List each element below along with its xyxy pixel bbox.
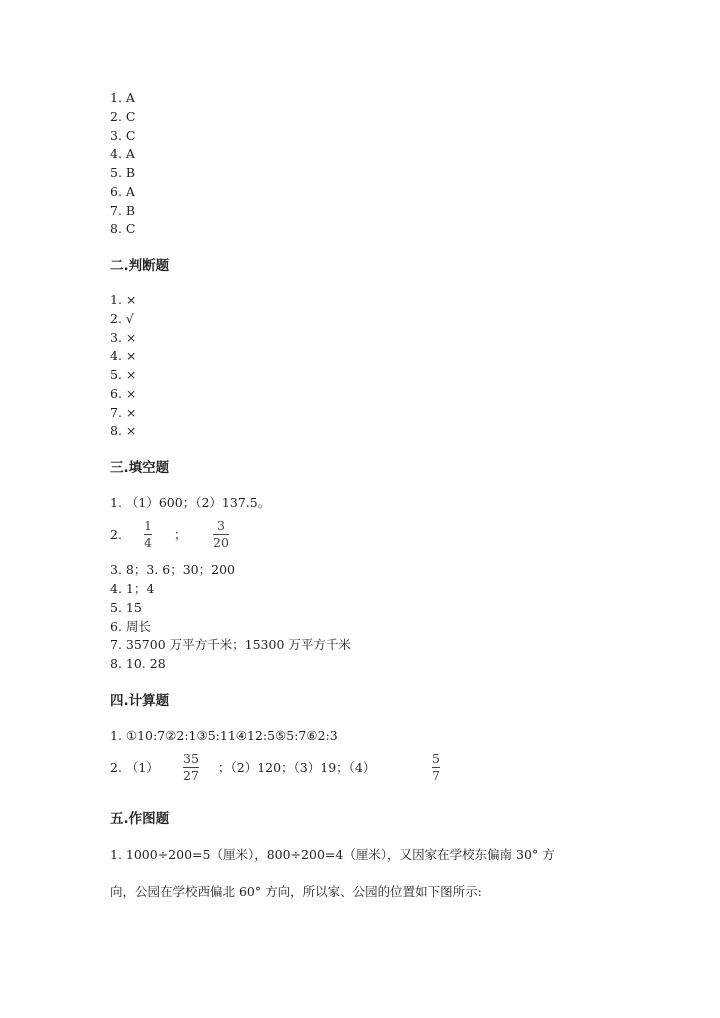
section1-answer-1: 1. A <box>110 90 135 105</box>
fraction-denominator: 7 <box>432 768 440 783</box>
section2-answer-7: 7. × <box>110 405 137 420</box>
section2-answer-8: 8. × <box>110 423 137 438</box>
section2-heading: 二.判断题 <box>110 258 170 274</box>
section1-answer-6: 6. A <box>110 184 135 199</box>
section3-answer-3: 3. 8；3. 6；30；200 <box>110 562 235 577</box>
section5-answer-line-2: 向，公园在学校西偏北 60° 方向，所以家、公园的位置如下图所示: <box>110 884 482 899</box>
section1-answer-4: 4. A <box>110 146 135 161</box>
fraction-denominator: 27 <box>183 768 199 783</box>
fraction-numerator: 1 <box>144 518 152 533</box>
section3-answer-4: 4. 1；4 <box>110 581 155 596</box>
section2-answer-4: 4. × <box>110 348 137 363</box>
section3-answer-1: 1. （1）600；（2）137.5。 <box>110 495 271 510</box>
section1-answer-7: 7. B <box>110 203 136 218</box>
section4-answer-2-label: 2. （1） <box>110 760 159 775</box>
fraction-three-twentieths <box>213 519 229 550</box>
section2-answer-6: 6. × <box>110 386 137 401</box>
section2-answer-1: 1. × <box>110 292 137 307</box>
section4-answer-1: 1. ①10:7②2:1③5:11④12:5⑤5:7⑥2:3 <box>110 728 338 743</box>
section2-answer-3: 3. × <box>110 330 137 345</box>
fraction-numerator: 5 <box>432 751 440 766</box>
separator: ； <box>174 527 187 542</box>
section5-heading: 五.作图题 <box>110 811 170 827</box>
fraction-35-27 <box>183 752 199 783</box>
section1-answer-5: 5. B <box>110 165 136 180</box>
section1-answer-2: 2. C <box>110 109 136 124</box>
section1-answer-8: 8. C <box>110 221 136 236</box>
fraction-denominator: 4 <box>144 535 152 550</box>
fraction-denominator: 20 <box>213 535 229 550</box>
section4-answer-2-middle: ；（2）120；（3）19；（4） <box>218 760 376 775</box>
fraction-numerator: 35 <box>183 751 199 766</box>
section3-answer-6: 6. 周长 <box>110 619 151 634</box>
fraction-one-quarter <box>144 519 152 550</box>
section3-answer-7: 7. 35700 万平方千米；15300 万平方千米 <box>110 637 351 652</box>
section3-answer-2-label: 2. <box>110 527 122 542</box>
section3-answer-8: 8. 10. 28 <box>110 656 166 671</box>
section5-answer-line-1: 1. 1000÷200=5（厘米），800÷200=4（厘米），又因家在学校东偏南 30° 方 <box>110 847 555 862</box>
section2-answer-5: 5. × <box>110 367 137 382</box>
section1-answer-3: 3. C <box>110 128 136 143</box>
section3-heading: 三.填空题 <box>110 460 170 476</box>
fraction-numerator: 3 <box>216 518 225 533</box>
fraction-5-7 <box>432 752 440 783</box>
section4-heading: 四.计算题 <box>110 693 170 709</box>
section2-answer-2: 2. √ <box>110 311 134 326</box>
section3-answer-5: 5. 15 <box>110 600 142 615</box>
